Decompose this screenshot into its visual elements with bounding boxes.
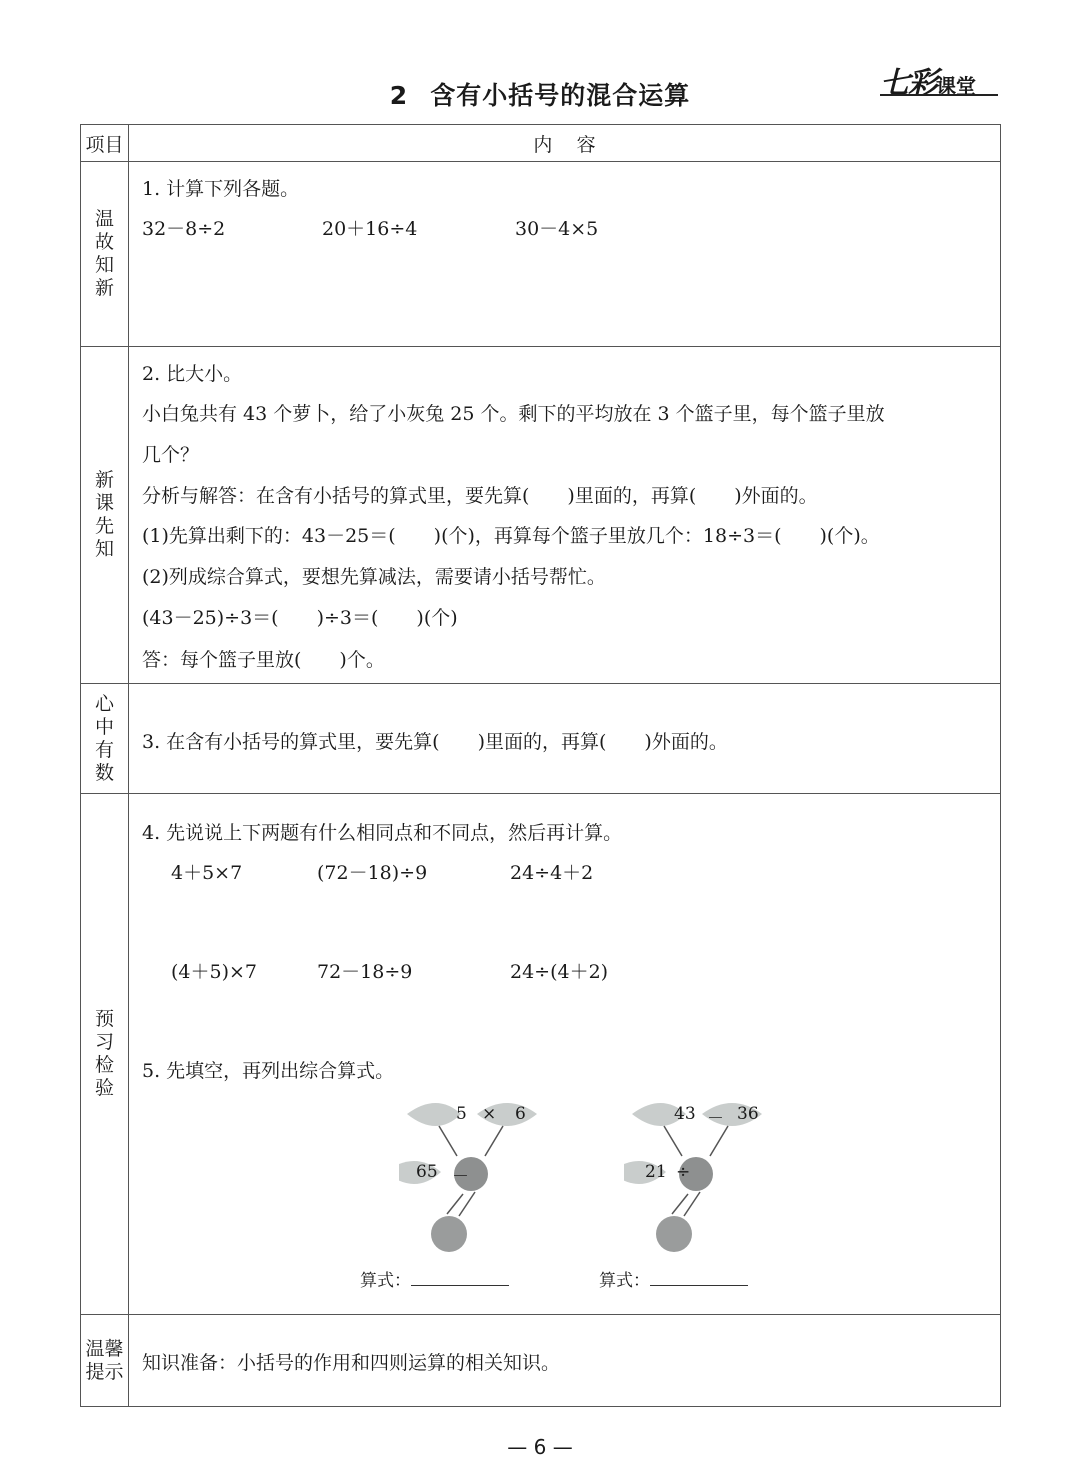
formula-2-answer-line[interactable] [650, 1269, 748, 1286]
q1-expr-1: 32－8÷2 [142, 218, 226, 240]
q2-title: 2. 比大小。 [142, 363, 243, 385]
q1-expr-2: 20＋16÷4 [322, 218, 418, 240]
q4-row2-expr1: (4＋5)×7 [171, 961, 258, 983]
q2-equation: (43－25)÷3＝( )÷3＝( )(个) [142, 607, 458, 629]
q2-problem-line2: 几个？ [142, 444, 200, 466]
apple-icon [656, 1216, 692, 1252]
q2-problem-line1: 小白兔共有 43 个萝卜，给了小灰兔 25 个。剩下的平均放在 3 个篮子里，每个篮子里放 [142, 403, 885, 425]
label-check: 预习检验 [81, 794, 129, 1315]
worksheet-table [80, 124, 1001, 1407]
tree2-top-op: － [707, 1109, 724, 1129]
q3-text: 3. 在含有小括号的算式里，要先算( )里面的，再算( )外面的。 [142, 731, 728, 753]
section-check [129, 794, 1001, 1315]
section-preview [129, 347, 1001, 684]
formula-2: 算式： [599, 1266, 748, 1291]
label-tips: 温馨提示 [81, 1315, 129, 1407]
lesson-number: 2 [389, 81, 409, 110]
q1-title: 1. 计算下列各题。 [142, 178, 300, 200]
q2-step2: (2)列成综合算式，要想先算减法，需要请小括号帮忙。 [142, 566, 606, 588]
tree1-top-op: × [482, 1104, 497, 1124]
brand-logo [880, 58, 998, 101]
q4-row1-expr3: 24÷4＋2 [510, 862, 594, 884]
leaf-icon [407, 1103, 461, 1126]
formula-1-answer-line[interactable] [411, 1269, 509, 1286]
tree1-top-right: 6 [515, 1104, 526, 1124]
q5-title: 5. 先填空，再列出综合算式。 [142, 1060, 395, 1082]
tree2-mid-left: 21 [645, 1162, 667, 1182]
header-item: 项目 [81, 125, 129, 162]
brand-underline [880, 94, 998, 96]
tree1-mid-left: 65 [416, 1162, 438, 1182]
label-review: 温故知新 [81, 162, 129, 347]
brand-main: 七彩 [880, 66, 936, 101]
section-review [129, 162, 1001, 347]
header-content: 内 容 [129, 125, 1001, 162]
tips-text: 知识准备：小括号的作用和四则运算的相关知识。 [142, 1352, 561, 1374]
q4-title: 4. 先说说上下两题有什么相同点和不同点，然后再计算。 [142, 822, 623, 844]
q4-row2-expr3: 24÷(4＋2) [510, 961, 609, 983]
q2-answer: 答：每个篮子里放( )个。 [142, 649, 385, 671]
q4-row2-expr2: 72－18÷9 [317, 961, 413, 983]
tree1-top-left: 5 [456, 1104, 467, 1124]
tree2-top-left: 43 [674, 1104, 696, 1124]
tree2-mid-op: ÷ [676, 1162, 691, 1182]
tree2-top-right: 36 [737, 1104, 759, 1124]
lesson-title: 含有小括号的混合运算 [430, 81, 691, 110]
tree1-mid-op: － [452, 1167, 469, 1187]
label-understand: 心中有数 [81, 684, 129, 794]
q2-step1: (1)先算出剩下的：43－25＝( )(个)，再算每个篮子里放几个：18÷3＝( )(个)。 [142, 525, 880, 547]
q1-expr-3: 30－4×5 [515, 218, 599, 240]
section-tips [129, 1315, 1001, 1407]
page-number: — 6 — [507, 1435, 573, 1459]
q4-row1-expr1: 4＋5×7 [171, 862, 243, 884]
q4-row1-expr2: (72－18)÷9 [317, 862, 428, 884]
section-understand [129, 684, 1001, 794]
formula-1: 算式： [360, 1266, 509, 1291]
brand-sub: 课堂 [936, 74, 976, 98]
q2-analysis: 分析与解答：在含有小括号的算式里，要先算( )里面的，再算( )外面的。 [142, 485, 818, 507]
apple-icon [431, 1216, 467, 1252]
label-preview: 新课先知 [81, 347, 129, 684]
